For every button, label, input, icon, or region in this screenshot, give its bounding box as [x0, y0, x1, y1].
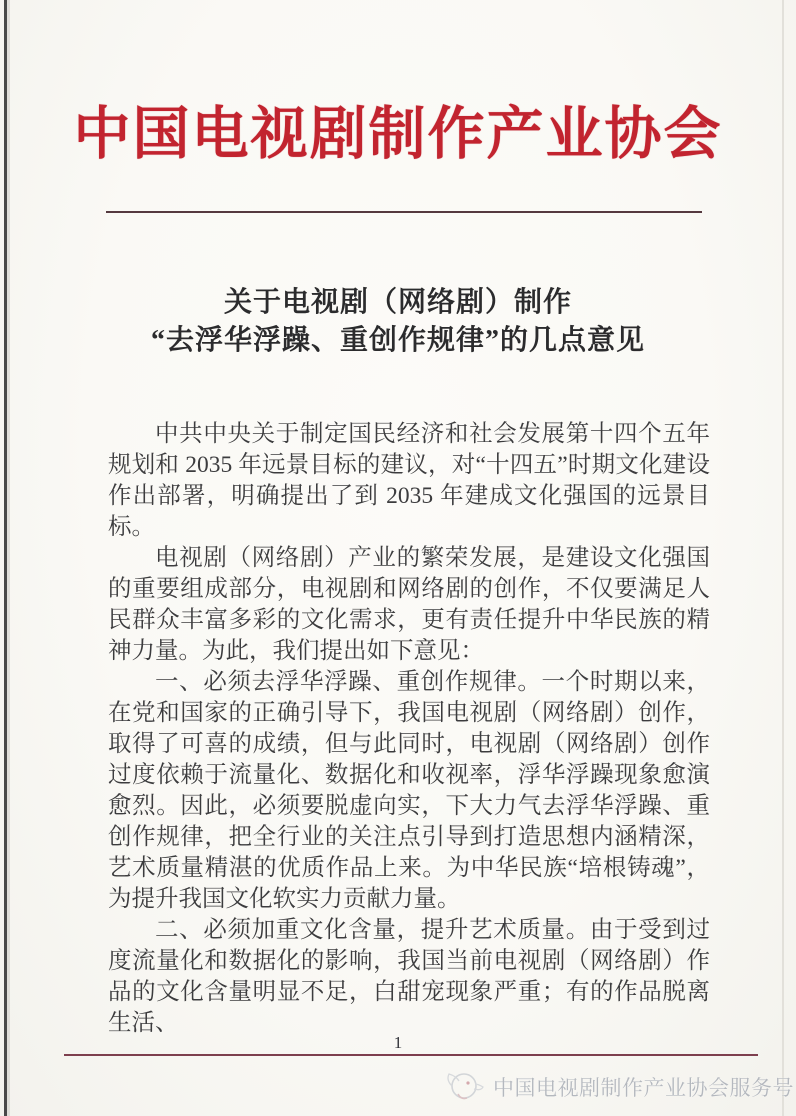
masthead-rule [106, 211, 702, 213]
footer-rule [64, 1054, 758, 1056]
org-name-masthead: 中国电视剧制作产业协会 [73, 103, 723, 166]
body-paragraph: 二、必须加重文化含量，提升艺术质量。由于受到过度流量化和数据化的影响，我国当前电视剧（网络剧）作品的文化含量明显不足，白甜宠现象严重；有的作品脱离生活、 [108, 917, 710, 1036]
body-paragraph: 一、必须去浮华浮躁、重创作规律。一个时期以来，在党和国家的正确引导下，我国电视剧（网络剧）创作，取得了可喜的成绩，但与此同时，电视剧（网络剧）创作过度依赖于流量化、数据化和收视率，浮华浮躁现象愈演愈烈。因此，必须要脱虚向实，下大力气去浮华浮躁、重创作规律，把全行业的关注点引导到打造思想内涵精深，艺术质量精湛的优质作品上来。为中华民族“培根铸魂”，为提升我国文化软实力贡献力量。 [108, 669, 710, 912]
doc-title-line1: 关于电视剧（网络剧）制作 [223, 287, 572, 318]
body-paragraph: 中共中央关于制定国民经济和社会发展第十四个五年规划和 2035 年远景目标的建议，对“十四五”时期文化建设作出部署，明确提出了到 2035 年建成文化强国的远景目标。 [108, 421, 710, 540]
doc-body [108, 419, 710, 1039]
doc-title-line2: “去浮华浮躁、重创作规律”的几点意见 [150, 325, 645, 356]
page-number: 1 [393, 1033, 403, 1052]
watermark-text: 中国电视剧制作产业协会服务号 [493, 1077, 794, 1100]
association-bird-logo-icon [441, 1064, 487, 1110]
body-paragraph: 电视剧（网络剧）产业的繁荣发展，是建设文化强国的重要组成部分，电视剧和网络剧的创作，不仅要满足人民群众丰富多彩的文化需求，更有责任提升中华民族的精神力量。为此，我们提出如下意见： [108, 545, 710, 664]
doc-title [0, 284, 796, 360]
service-account-watermark [441, 1062, 794, 1112]
